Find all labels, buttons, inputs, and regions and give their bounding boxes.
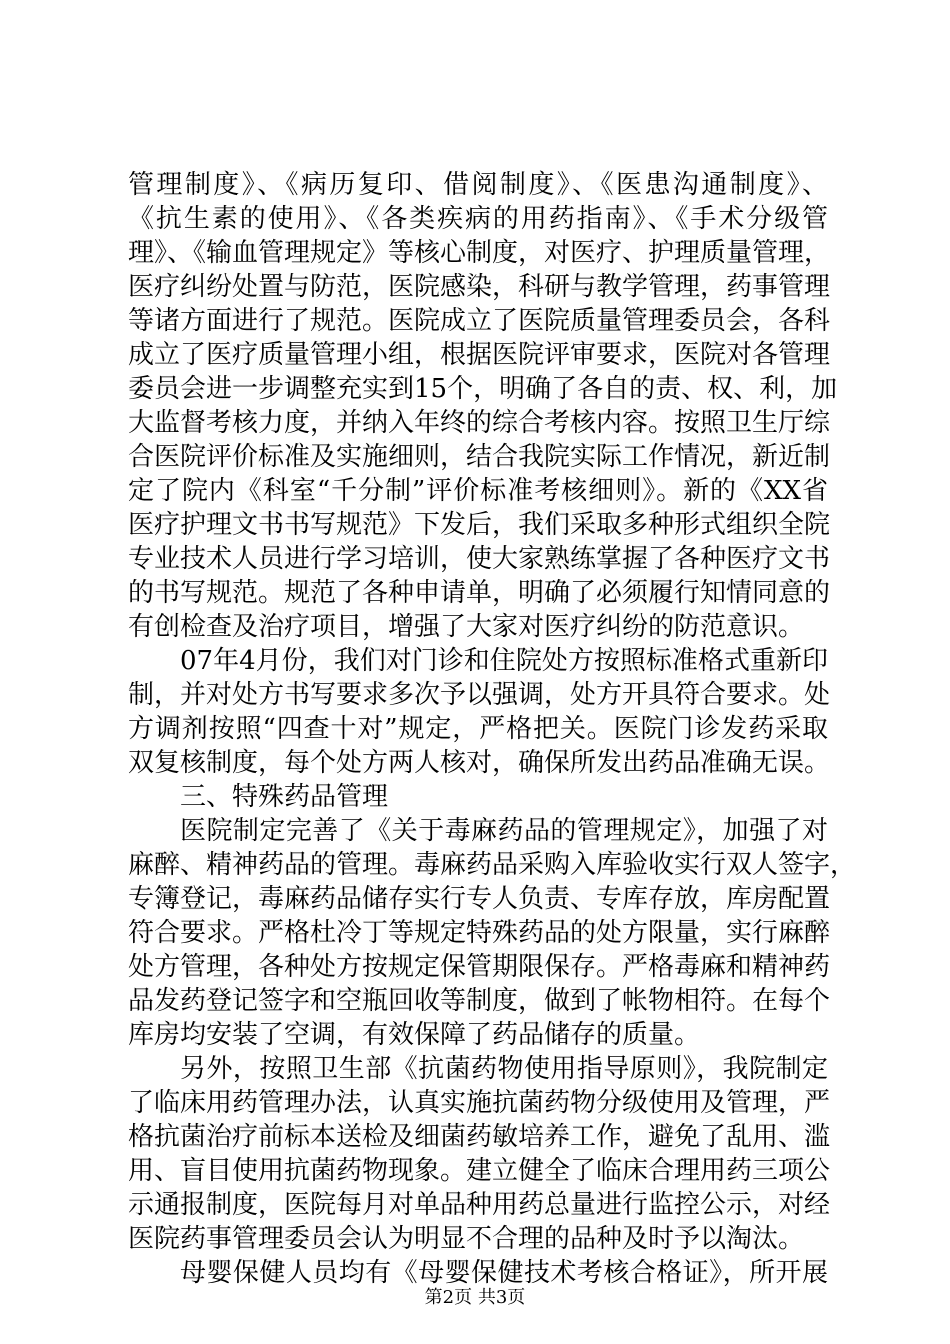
text-line: 07年4月份，我们对门诊和住院处方按照标准格式重新印	[180, 646, 828, 676]
text-line: 理》、《输血管理规定》等核心制度，对医疗、护理质量管理，	[128, 238, 831, 268]
section-heading: 三、特殊药品管理	[180, 782, 389, 812]
text-line: 麻醉、精神药品的管理。毒麻药品采购入库验收实行双人签字，	[128, 850, 857, 880]
text-line: 符合要求。严格杜冷丁等规定特殊药品的处方限量，实行麻醉	[128, 918, 831, 948]
text-line: 处方管理，各种处方按规定保管期限保存。严格毒麻和精神药	[128, 952, 831, 982]
text-line: 《抗生素的使用》、《各类疾病的用药指南》、《手术分级管	[128, 204, 828, 234]
text-line: 制，并对处方书写要求多次予以强调，处方开具符合要求。处	[128, 680, 831, 710]
text-line: 库房均安装了空调，有效保障了药品储存的质量。	[128, 1020, 701, 1050]
text-line: 医院药事管理委员会认为明显不合理的品种及时予以淘汰。	[128, 1224, 805, 1254]
text-line: 大监督考核力度，并纳入年终的综合考核内容。按照卫生厅综	[128, 408, 831, 438]
document-body	[128, 168, 857, 1290]
text-line: 成立了医疗质量管理小组，根据医院评审要求，医院对各管理	[128, 340, 831, 370]
text-line: 另外，按照卫生部《抗菌药物使用指导原则》，我院制定	[180, 1054, 828, 1084]
text-line: 示通报制度，医院每月对单品种用药总量进行监控公示，对经	[128, 1190, 831, 1220]
text-line: 了临床用药管理办法，认真实施抗菌药物分级使用及管理，严	[128, 1088, 831, 1118]
text-line: 母婴保健人员均有《母婴保健技术考核合格证》，所开展	[180, 1258, 828, 1288]
text-line: 格抗菌治疗前标本送检及细菌药敏培养工作，避免了乱用、滥	[128, 1122, 831, 1152]
text-line: 方调剂按照“四查十对”规定，严格把关。医院门诊发药采取	[128, 714, 828, 744]
text-line: 双复核制度，每个处方两人核对，确保所发出药品准确无误。	[128, 748, 831, 778]
text-line: 医疗护理文书书写规范》下发后，我们采取多种形式组织全院	[128, 510, 831, 540]
page-footer: 第2页 共3页	[424, 1287, 526, 1308]
text-line: 医院制定完善了《关于毒麻药品的管理规定》，加强了对	[180, 816, 828, 846]
text-line: 有创检查及治疗项目，增强了大家对医疗纠纷的防范意识。	[128, 612, 805, 642]
text-line: 专业技术人员进行学习培训，使大家熟练掌握了各种医疗文书	[128, 544, 831, 574]
text-line: 医疗纠纷处置与防范，医院感染，科研与教学管理，药事管理	[128, 272, 831, 302]
text-line: 定了院内《科室“千分制”评价标准考核细则》。新的《XX省	[128, 476, 828, 506]
text-line: 管理制度》、《病历复印、借阅制度》、《医患沟通制度》、	[128, 170, 828, 200]
text-line: 专簿登记，毒麻药品储存实行专人负责、专库存放，库房配置	[128, 884, 831, 914]
text-line: 等诸方面进行了规范。医院成立了医院质量管理委员会，各科	[128, 306, 831, 336]
text-line: 合医院评价标准及实施细则，结合我院实际工作情况，新近制	[128, 442, 831, 472]
text-line: 用、盲目使用抗菌药物现象。建立健全了临床合理用药三项公	[128, 1156, 831, 1186]
text-line: 委员会进一步调整充实到15个，明确了各自的责、权、利，加	[128, 374, 838, 404]
text-line: 的书写规范。规范了各种申请单，明确了必须履行知情同意的	[128, 578, 831, 608]
text-line: 品发药登记签字和空瓶回收等制度，做到了帐物相符。在每个	[128, 986, 831, 1016]
